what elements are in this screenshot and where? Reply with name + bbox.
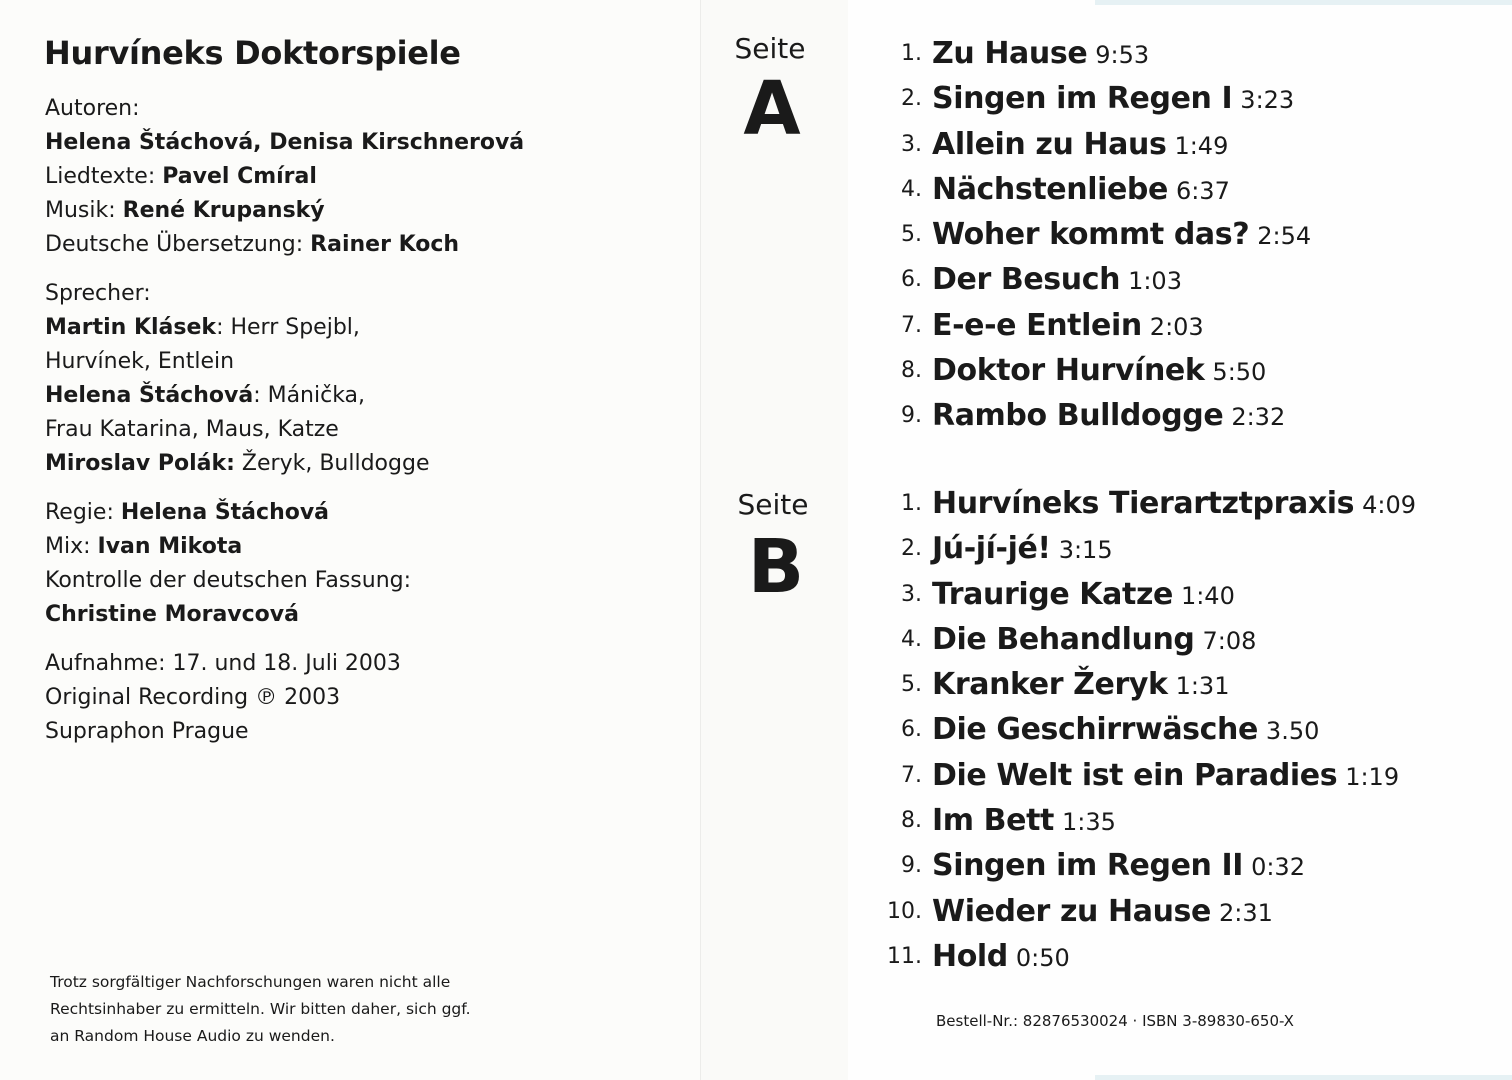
track-duration: 6:37 <box>1175 176 1230 205</box>
track-title-line <box>932 76 1294 123</box>
speaker3-roles: Žeryk, Bulldogge <box>234 451 430 476</box>
track-number: 4. <box>901 626 922 652</box>
direction-line <box>45 496 605 530</box>
track-number: 7. <box>901 312 922 338</box>
track-number: 9. <box>901 403 922 429</box>
track-number: 2. <box>901 86 922 112</box>
speaker2-roles-a: : Mánička, <box>253 383 366 408</box>
lyrics-line <box>45 160 605 194</box>
track-title: Die Geschirrwäsche <box>932 712 1258 748</box>
track-number: 10. <box>887 898 922 924</box>
track-title: E-e-e Entlein <box>932 307 1142 343</box>
track-title-line <box>932 257 1182 304</box>
track-duration: 0:50 <box>1015 943 1070 972</box>
side-a-track-7 <box>880 303 1490 348</box>
track-title: Singen im Regen I <box>932 81 1233 117</box>
control-name: Christine Moravcová <box>45 602 299 627</box>
track-number: 8. <box>901 358 922 384</box>
track-title: Wieder zu Hause <box>932 893 1211 929</box>
track-number: 1. <box>901 491 922 516</box>
track-duration: 3:15 <box>1058 536 1113 565</box>
track-title: Hold <box>932 938 1008 974</box>
recording-date: Aufnahme: 17. und 18. Juli 2003 <box>45 651 401 676</box>
track-number: 9. <box>901 853 922 879</box>
speaker2-name: Helena Štáchová <box>45 383 254 408</box>
track-title-line <box>932 889 1273 936</box>
track-title-line <box>932 122 1228 169</box>
track-duration: 4:09 <box>1362 491 1417 519</box>
track-number: 8. <box>901 808 922 834</box>
speaker1-name: Martin Klásek <box>45 315 217 340</box>
music-label: Musik: <box>45 198 123 223</box>
side-b-word: Seite <box>737 488 809 521</box>
track-number: 5. <box>901 222 922 248</box>
track-duration: 9:53 <box>1095 41 1150 69</box>
speaker2-roles-b: Frau Katarina, Maus, Katze <box>45 417 339 442</box>
track-title: Die Behandlung <box>932 621 1195 657</box>
order-number: Bestell-Nr.: 82876530024 · ISBN 3-89830-650-X <box>936 1012 1294 1030</box>
control-label: Kontrolle der deutschen Fassung: <box>45 568 412 593</box>
track-title: Zu Hause <box>932 36 1088 71</box>
track-duration: 2:32 <box>1231 403 1286 432</box>
edge-tint-bottom <box>1095 1075 1512 1080</box>
track-title: Traurige Katze <box>932 576 1173 612</box>
track-duration: 3.50 <box>1265 717 1320 746</box>
track-title: Rambo Bulldogge <box>932 398 1224 434</box>
track-duration: 1:35 <box>1061 808 1116 837</box>
original-recording: Original Recording ℗ 2003 <box>45 685 341 710</box>
track-title-line <box>932 348 1266 395</box>
speaker2-line <box>45 379 605 413</box>
mix-label: Mix: <box>45 534 98 559</box>
track-number: 7. <box>901 762 922 788</box>
track-title-line <box>932 707 1319 754</box>
track-title-line <box>932 617 1256 664</box>
side-a-track-2 <box>880 76 1490 121</box>
speaker1-roles-b: Hurvínek, Entlein <box>45 349 235 374</box>
track-duration: 1:40 <box>1180 581 1235 610</box>
side-a-track-1 <box>880 31 1490 76</box>
track-title: Nächstenliebe <box>932 171 1168 207</box>
track-duration: 1:49 <box>1174 131 1229 160</box>
side-b-track-4 <box>880 617 1490 662</box>
disclaimer-line: Trotz sorgfältiger Nachforschungen waren nicht alle <box>50 973 451 991</box>
side-b-track-10 <box>880 889 1490 934</box>
track-duration: 3:23 <box>1240 86 1295 115</box>
authors-label: Autoren: <box>45 96 140 121</box>
track-title: Der Besuch <box>932 262 1121 298</box>
side-b-track-9 <box>880 843 1490 888</box>
track-title-line <box>932 31 1149 78</box>
mix-line <box>45 530 605 564</box>
track-number: 2. <box>901 536 922 562</box>
track-duration: 5:50 <box>1212 358 1267 387</box>
track-title: Hurvíneks Tierartztpraxis <box>932 486 1355 521</box>
side-b-track-5 <box>880 662 1490 707</box>
music-name: René Krupanský <box>122 198 325 223</box>
track-number: 6. <box>901 267 922 293</box>
side-b-track-11 <box>880 934 1490 979</box>
track-title-line <box>932 662 1229 709</box>
record-label: Supraphon Prague <box>45 719 249 744</box>
track-title: Kranker Žeryk <box>932 667 1168 703</box>
track-title-line <box>932 167 1230 214</box>
side-a-word: Seite <box>734 32 806 65</box>
track-duration: 2:54 <box>1257 222 1312 251</box>
speaker3-name: Miroslav Polák: <box>45 451 235 476</box>
track-duration: 0:32 <box>1251 853 1305 882</box>
side-b-tracklist <box>880 481 1490 979</box>
direction-label: Regie: <box>45 500 121 525</box>
side-b-track-8 <box>880 798 1490 843</box>
track-number: 6. <box>901 717 922 743</box>
speakers-label: Sprecher: <box>45 281 151 306</box>
side-a-letter: A <box>743 66 801 152</box>
track-title: Die Welt ist ein Paradies <box>932 757 1338 793</box>
lyrics-name: Pavel Cmíral <box>162 164 317 189</box>
edge-tint-top <box>1095 0 1512 5</box>
disclaimer <box>50 969 570 1050</box>
side-a-track-9 <box>880 393 1490 438</box>
side-a-track-8 <box>880 348 1490 393</box>
track-title-line <box>932 212 1311 259</box>
track-title-line <box>932 934 1070 981</box>
track-duration: 2:03 <box>1149 312 1204 341</box>
track-duration: 2:31 <box>1218 898 1273 927</box>
speaker3-line <box>45 447 605 481</box>
track-number: 3. <box>901 131 922 157</box>
translation-line <box>45 228 605 262</box>
mix-name: Ivan Mikota <box>97 534 243 559</box>
track-number: 5. <box>901 672 922 698</box>
side-b-track-7 <box>880 753 1490 798</box>
track-title-line <box>932 572 1235 619</box>
side-b-track-2 <box>880 526 1490 571</box>
credits-block <box>45 92 605 749</box>
track-title-line <box>932 843 1305 890</box>
track-title: Woher kommt das? <box>932 217 1250 253</box>
album-title: Hurvíneks Doktorspiele <box>44 34 461 72</box>
track-duration: 1:31 <box>1175 672 1230 701</box>
track-title: Allein zu Haus <box>932 126 1167 162</box>
translation-name: Rainer Koch <box>310 232 460 257</box>
music-line <box>45 194 605 228</box>
track-number: 11. <box>887 943 922 969</box>
side-a-track-5 <box>880 212 1490 257</box>
track-title-line <box>932 303 1204 350</box>
speaker1-roles-a: : Herr Spejbl, <box>216 315 360 340</box>
track-number: 1. <box>901 41 922 66</box>
direction-name: Helena Štáchová <box>120 500 330 525</box>
lyrics-label: Liedtexte: <box>45 164 163 189</box>
track-title-line <box>932 393 1285 440</box>
side-b-letter: B <box>747 524 805 610</box>
track-number: 4. <box>901 176 922 202</box>
track-duration: 1:19 <box>1345 762 1400 791</box>
disclaimer-line: Rechtsinhaber zu ermitteln. Wir bitten daher, sich ggf. <box>50 1000 471 1018</box>
track-title: Doktor Hurvínek <box>932 353 1205 389</box>
track-title: Im Bett <box>932 803 1054 839</box>
side-a-track-3 <box>880 122 1490 167</box>
side-b-track-1 <box>880 481 1490 526</box>
side-b-track-3 <box>880 572 1490 617</box>
track-title: Singen im Regen II <box>932 848 1244 884</box>
side-a-track-6 <box>880 257 1490 302</box>
translation-label: Deutsche Übersetzung: <box>45 232 311 257</box>
disclaimer-line: an Random House Audio zu wenden. <box>50 1027 335 1045</box>
track-title: Jú-jí-jé! <box>932 531 1051 567</box>
authors-names: Helena Štáchová, Denisa Kirschnerová <box>45 130 525 155</box>
track-duration: 1:03 <box>1128 267 1182 296</box>
track-title-line <box>932 753 1399 800</box>
track-number: 3. <box>901 581 922 607</box>
track-title-line <box>932 798 1116 845</box>
side-b-track-6 <box>880 707 1490 752</box>
track-title-line <box>932 481 1416 528</box>
track-duration: 7:08 <box>1202 626 1257 655</box>
speaker1-line <box>45 311 605 345</box>
side-a-track-4 <box>880 167 1490 212</box>
track-title-line <box>932 526 1113 573</box>
side-a-tracklist <box>880 31 1490 439</box>
